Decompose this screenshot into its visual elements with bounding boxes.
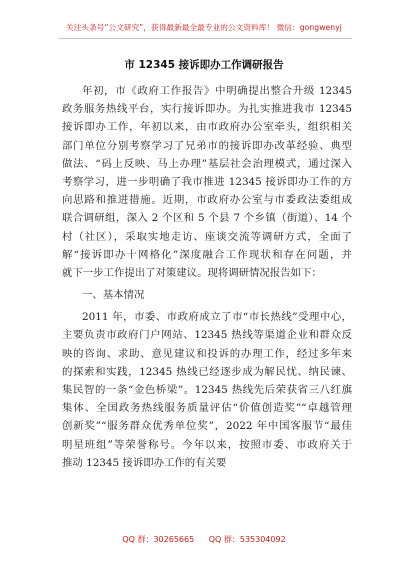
paragraph-1-line-4: 部门单位分别考察学习了兄弟市的接诉即办改革经验、典型 <box>62 139 352 152</box>
paragraph-1-line-3: 接诉即办工作，年初以来，由市政府办公室牵头，组织相关 <box>62 121 352 134</box>
paragraph-2-line-2: 主要负责市政府门户网站、12345 热线等渠道企业和群众反 <box>62 329 352 342</box>
paragraph-2-line-7: 创新奖”“服务群众优秀单位奖”，2022 年中国客服节“最佳 <box>62 420 352 433</box>
footer-qq-group-1: QQ 群：30265665 <box>122 535 195 544</box>
paragraph-1-line-6: 考察学习，进一步明确了我市推进 12345 接诉即办工作的方 <box>62 175 352 188</box>
document-title: 市 12345 接诉即办工作调研报告 <box>124 59 284 71</box>
paragraph-2-line-5: 集民智的一条“金色桥梁”。12345 热线先后荣获省三八红旗 <box>62 384 352 396</box>
paragraph-2-line-6: 集体、全国政务热线服务质量评估“价值创造奖”“卓越管理 <box>62 402 352 415</box>
paragraph-2-line-1: 2011 年，市委、市政府成立了市“市长热线”受理中心， <box>82 311 352 324</box>
paragraph-2-line-3: 映的咨询、求助、意见建议和投诉的办理工作，经过多年来 <box>62 347 352 360</box>
paragraph-1-line-10: 解“接诉即办十网格化”深度融合工作现状和存在问题，并 <box>62 248 352 261</box>
document-body <box>62 82 352 472</box>
header-divider <box>58 38 352 39</box>
paragraph-1-line-5: 做法、“码上反映、马上办理”基层社会治理模式，通过深入 <box>62 157 352 170</box>
paragraph-1-line-11: 就下一步工作提出了对策建议。现将调研情况报告如下： <box>62 266 322 279</box>
paragraph-1-line-2: 政务服务热线平台，实行接诉即办。为扎实推进我市 12345 <box>62 103 352 116</box>
paragraph-1-line-1: 年初，市《政府工作报告》中明确提出整合升级 12345 <box>82 85 352 97</box>
paragraph-2-line-4: 的探索和实践，12345 热线已经逐步成为解民忧、纳民谏、 <box>62 365 352 378</box>
footer-qq-group-2: QQ 群：535304092 <box>208 535 286 544</box>
paragraph-2-line-8: 明星班组”等荣誉称号。今年以来，按照市委、市政府关于 <box>62 438 352 451</box>
paragraph-2-line-9: 推动 12345 接诉即办工作的有关要 <box>62 456 227 469</box>
footer-contact <box>0 534 408 545</box>
section-heading: 一、基本情况 <box>82 289 145 302</box>
paragraph-1-line-8: 联合调研组，深入 2 个区和 5 个县 7 个乡镇（街道）、14 个 <box>62 212 352 225</box>
paragraph-1-line-9: 村（社区），采取实地走访、座谈交流等调研方式，全面了 <box>62 230 352 243</box>
paragraph-1-line-7: 向思路和推进措施。近期，市政府办公室与市委政法委组成 <box>62 194 352 207</box>
header-notice: 关注头条号“公文研究”，获得最新最全最专业的公文资料库！ 微信：gongwenyj <box>66 23 342 32</box>
